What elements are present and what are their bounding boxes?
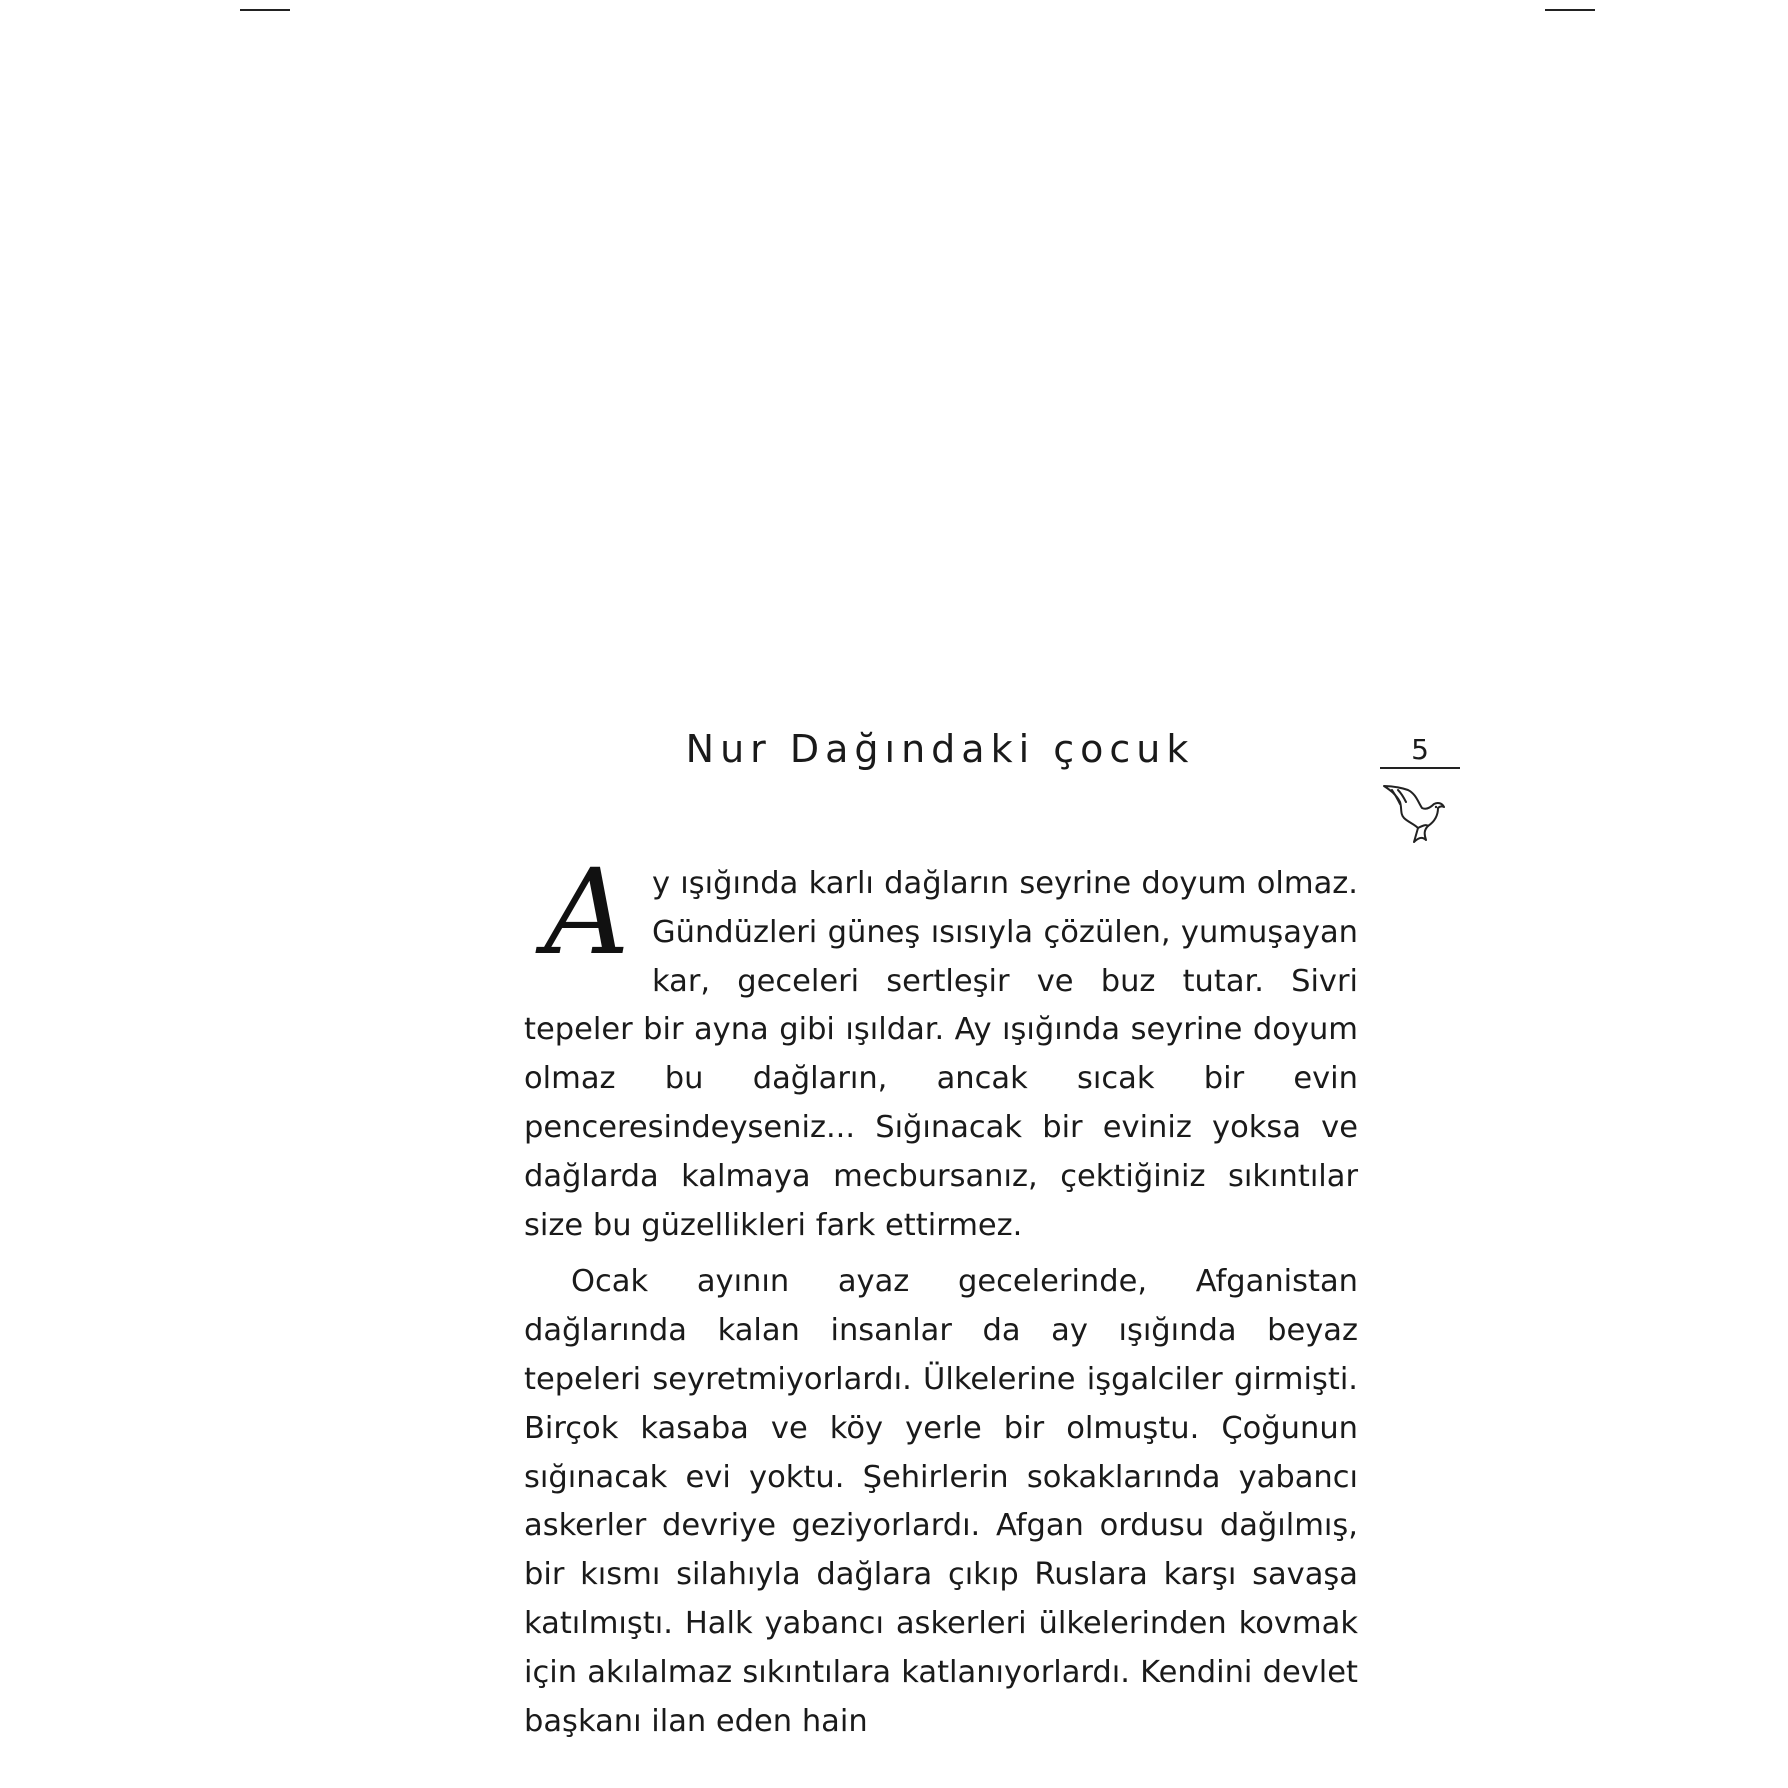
paragraph-2: Ocak ayının ayaz gecelerinde, Afganistan dağlarında kalan insanlar da ay ışığında beyaz tepeleri seyretmiyorlardı. Ülkelerine işgalciler girmişti. Birçok kasaba ve köy yerle bir olmuştu. Çoğunun sığınacak evi yoktu. Şehirlerin sokaklarında yabancı askerler devriye geziyorlardı. Afgan ordusu dağılmış, bir kısmı silahıyla dağlara çıkıp Ruslara karşı savaşa katılmıştı. Halk yabancı askerleri ülkelerinden kovmak için akılalmaz sıkıntılara katlanıyorlardı. Kendini devlet başkanı ilan eden hain	[524, 1264, 1358, 1739]
body-text	[524, 843, 1358, 1746]
crop-mark-right	[1545, 9, 1595, 11]
page-number: 5	[1411, 733, 1429, 766]
paragraph-1	[524, 843, 1358, 1250]
page-number-rule	[1380, 767, 1460, 769]
chapter-title: Nur Dağındaki çocuk	[685, 727, 1195, 771]
paragraph-1-text: y ışığında karlı dağların seyrine doyum olmaz. Gündüzleri güneş ısısıyla çözülen, yumuşayan kar, geceleri sertleşir ve buz tutar. Sivri tepeler bir ayna gibi ışıldar. Ay ışığında seyrine doyum olmaz bu dağların, ancak sıcak bir evin penceresindeyseniz... Sığınacak bir eviniz yoksa ve dağlarda kalmaya mecbursanız, çektiğiniz sıkıntılar size bu güzellikleri fark ettirmez.	[524, 866, 1358, 1243]
drop-cap: A	[544, 843, 630, 981]
crop-mark-left	[240, 9, 290, 11]
dove-icon	[1378, 780, 1448, 850]
